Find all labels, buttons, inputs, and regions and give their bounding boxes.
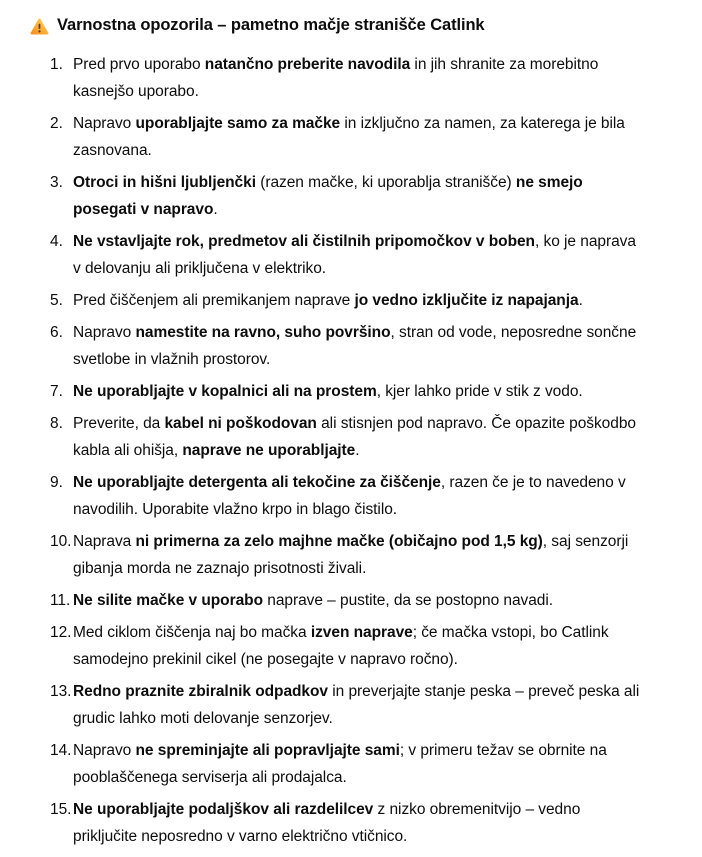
list-item-number: 14. bbox=[50, 742, 72, 759]
bold-text-segment: izven naprave bbox=[310, 624, 413, 641]
list-item bbox=[50, 169, 640, 223]
list-item-number: 6. bbox=[50, 324, 63, 341]
list-item bbox=[50, 51, 640, 105]
bold-text-segment: natančno preberite navodila bbox=[204, 56, 411, 73]
list-item bbox=[50, 287, 640, 314]
text-segment: Naprava bbox=[73, 533, 136, 550]
text-segment: ali stisnjen pod napravo. Če opazite poškodbo kabla ali ohišja, bbox=[73, 415, 636, 459]
list-item bbox=[50, 619, 640, 673]
bold-text-segment: ne spreminjajte ali popravljajte sami bbox=[135, 742, 400, 759]
bold-text-segment: naprave ne uporabljajte bbox=[182, 442, 356, 459]
warnings-list bbox=[30, 51, 640, 850]
text-segment: , ko je naprava v delovanju ali priključena v elektriko. bbox=[73, 233, 636, 277]
text-segment: naprave – pustite, da se postopno navadi. bbox=[263, 592, 554, 609]
bold-text-segment: Ne uporabljajte v kopalnici ali na prostem bbox=[73, 383, 377, 400]
bold-text-segment: Ne uporabljajte podaljškov ali razdelilcev bbox=[73, 801, 374, 818]
list-item bbox=[50, 469, 640, 523]
text-segment: . bbox=[355, 442, 360, 459]
list-item bbox=[50, 228, 640, 282]
text-segment: Med ciklom čiščenja naj bo mačka bbox=[73, 624, 311, 641]
list-item-number: 1. bbox=[50, 56, 63, 73]
text-segment: in jih shranite za morebitno kasnejšo uporabo. bbox=[73, 56, 599, 100]
list-item-number: 10. bbox=[50, 533, 72, 550]
bold-text-segment: Ne vstavljajte rok, predmetov ali čistilnih pripomočkov v boben bbox=[73, 233, 535, 250]
text-segment: (razen mačke, ki uporablja stranišče) bbox=[255, 174, 516, 191]
bold-text-segment: namestite na ravno, suho površino bbox=[135, 324, 391, 341]
list-item bbox=[50, 587, 640, 614]
list-item-number: 11. bbox=[50, 592, 71, 609]
list-item-number: 12. bbox=[50, 624, 72, 641]
bold-text-segment: ni primerna za zelo majhne mačke (običajno pod 1,5 kg) bbox=[135, 533, 543, 550]
page-title bbox=[30, 14, 654, 37]
bold-text-segment: Ne uporabljajte detergenta ali tekočine za čiščenje bbox=[73, 474, 441, 491]
list-item-number: 4. bbox=[50, 233, 63, 250]
list-item-number: 13. bbox=[50, 683, 72, 700]
text-segment: , saj senzorji gibanja morda ne zaznajo prisotnosti živali. bbox=[73, 533, 629, 577]
page-title-text: Varnostna opozorila – pametno mačje stranišče Catlink bbox=[57, 16, 485, 34]
text-segment: . bbox=[578, 292, 583, 309]
text-segment: Napravo bbox=[73, 324, 136, 341]
list-item bbox=[50, 678, 640, 732]
text-segment: Pred čiščenjem ali premikanjem naprave bbox=[73, 292, 355, 309]
list-item-number: 3. bbox=[50, 174, 63, 191]
text-segment: Preverite, da bbox=[73, 415, 165, 432]
bold-text-segment: jo vedno izključite iz napajanja bbox=[354, 292, 579, 309]
warning-icon bbox=[30, 17, 49, 36]
bold-text-segment: Redno praznite zbiralnik odpadkov bbox=[73, 683, 328, 700]
list-item bbox=[50, 528, 640, 582]
text-segment: z nizko obremenitvijo – vedno priključite neposredno v varno električno vtičnico. bbox=[73, 801, 581, 845]
list-item bbox=[50, 110, 640, 164]
list-item bbox=[50, 319, 640, 373]
list-item-number: 8. bbox=[50, 415, 63, 432]
list-item-number: 2. bbox=[50, 115, 63, 132]
list-item bbox=[50, 410, 640, 464]
text-segment: Napravo bbox=[73, 115, 136, 132]
text-segment: , stran od vode, neposredne sončne svetlobe in vlažnih prostorov. bbox=[73, 324, 637, 368]
bold-text-segment: Ne silite mačke v uporabo bbox=[73, 592, 263, 609]
text-segment: , kjer lahko pride v stik z vodo. bbox=[376, 383, 583, 400]
list-item-number: 15. bbox=[50, 801, 72, 818]
text-segment: Napravo bbox=[73, 742, 136, 759]
list-item bbox=[50, 737, 640, 791]
text-segment: in preverjajte stanje peska – preveč peska ali grudic lahko moti delovanje senzorjev. bbox=[73, 683, 640, 727]
text-segment: , razen če je to navedeno v navodilih. Uporabite vlažno krpo in blago čistilo. bbox=[73, 474, 626, 518]
bold-text-segment: ne smejo posegati v napravo bbox=[73, 174, 583, 218]
list-item bbox=[50, 378, 640, 405]
list-item-number: 5. bbox=[50, 292, 63, 309]
list-item-number: 9. bbox=[50, 474, 63, 491]
text-segment: Pred prvo uporabo bbox=[73, 56, 205, 73]
text-segment: ; v primeru težav se obrnite na pooblaščenega serviserja ali prodajalca. bbox=[73, 742, 607, 786]
list-item bbox=[50, 796, 640, 850]
list-item-number: 7. bbox=[50, 383, 63, 400]
text-segment: in izključno za namen, za katerega je bila zasnovana. bbox=[73, 115, 625, 159]
text-segment: ; če mačka vstopi, bo Catlink samodejno prekinil cikel (ne posegajte v napravo ročno). bbox=[73, 624, 609, 668]
bold-text-segment: kabel ni poškodovan bbox=[164, 415, 317, 432]
bold-text-segment: Otroci in hišni ljubljenčki bbox=[73, 174, 256, 191]
bold-text-segment: uporabljajte samo za mačke bbox=[135, 115, 341, 132]
text-segment: . bbox=[213, 201, 218, 218]
